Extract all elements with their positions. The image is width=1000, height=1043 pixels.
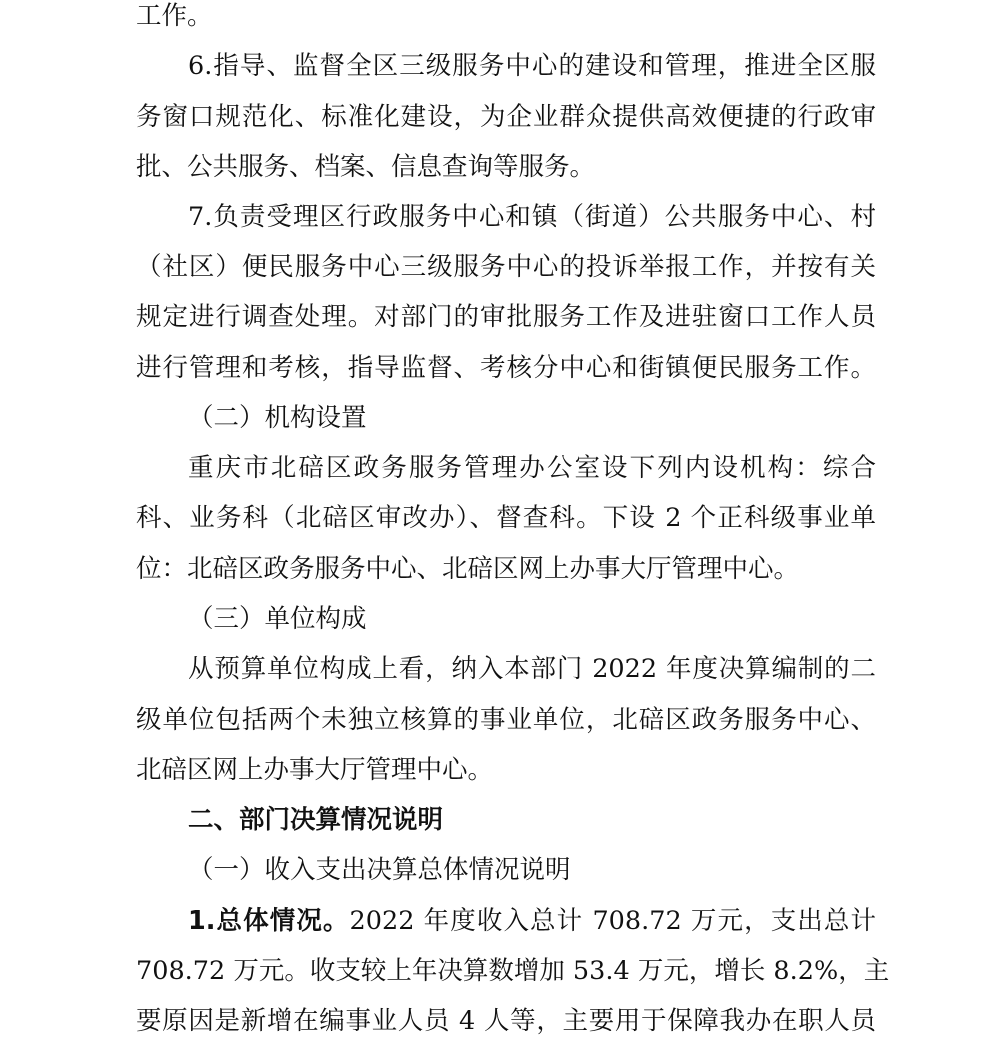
text-line: 北碚区网上办事大厅管理中心。 [136, 755, 494, 785]
section-heading: （二）机构设置 [188, 403, 367, 433]
text-line: 重庆市北碚区政务服务管理办公室设下列内设机构：综合 [188, 453, 876, 483]
text-line: 要原因是新增在编事业人员 4 人等，主要用于保障我办在职人员 [136, 1006, 876, 1036]
chapter-heading: 二、部门决算情况说明 [188, 805, 444, 835]
text-line: 规定进行调查处理。对部门的审批服务工作及进驻窗口工作人员 [136, 302, 876, 332]
text-line: 工作。 [136, 1, 213, 31]
text-line: 务窗口规范化、标准化建设，为企业群众提供高效便捷的行政审 [136, 102, 876, 132]
text-line: （社区）便民服务中心三级服务中心的投诉举报工作，并按有关 [136, 252, 876, 282]
text-line: 级单位包括两个未独立核算的事业单位，北碚区政务服务中心、 [136, 705, 876, 735]
text-line: 从预算单位构成上看，纳入本部门 2022 年度决算编制的二 [188, 654, 876, 684]
section-heading: （三）单位构成 [188, 604, 367, 634]
text-line: 科、业务科（北碚区审改办）、督查科。下设 2 个正科级事业单 [136, 503, 876, 533]
text-line: 批、公共服务、档案、信息查询等服务。 [136, 152, 596, 182]
text-line: 7.负责受理区行政服务中心和镇（街道）公共服务中心、村 [188, 202, 876, 232]
inline-text: 2022 年度收入总计 708.72 万元，支出总计 [349, 906, 876, 936]
section-heading: （一）收入支出决算总体情况说明 [188, 855, 571, 885]
text-line: 进行管理和考核，指导监督、考核分中心和街镇便民服务工作。 [136, 353, 876, 383]
text-line: 位：北碚区政务服务中心、北碚区网上办事大厅管理中心。 [136, 554, 800, 584]
inline-bold-heading: 1.总体情况。 [188, 906, 350, 936]
text-line [188, 899, 876, 943]
text-line: 708.72 万元。收支较上年决算数增加 53.4 万元，增长 8.2%，主 [136, 956, 890, 986]
text-line: 6.指导、监督全区三级服务中心的建设和管理，推进全区服 [188, 51, 876, 81]
